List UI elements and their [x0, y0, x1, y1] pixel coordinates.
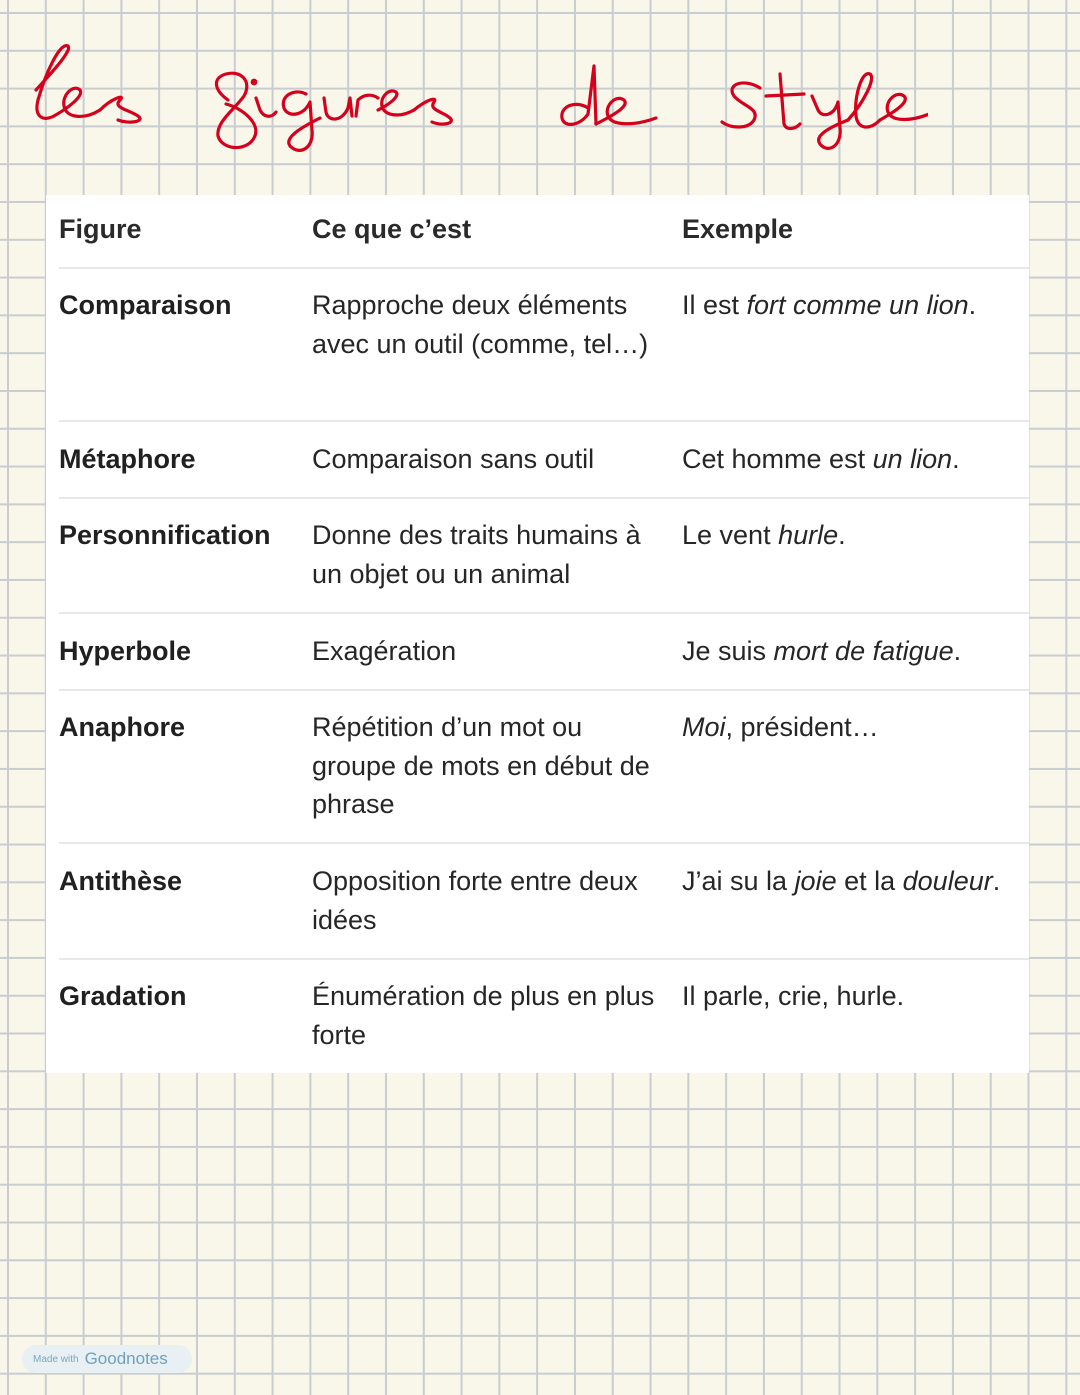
figure-definition: Donne des traits humains à un objet ou un animal: [312, 520, 641, 589]
figure-name: Métaphore: [59, 444, 196, 474]
table-row: [59, 516, 1029, 614]
table-header-row: [59, 210, 1029, 269]
figure-name: Comparaison: [59, 290, 232, 320]
figure-definition: Opposition forte entre deux idées: [312, 866, 638, 935]
goodnotes-watermark: [22, 1345, 192, 1373]
table-row: [59, 286, 1029, 422]
watermark-brand: Goodnotes: [84, 1349, 168, 1368]
figure-definition: Énumération de plus en plus forte: [312, 981, 655, 1050]
table-row: [59, 977, 1029, 1067]
figure-example: Cet homme est un lion.: [682, 444, 960, 474]
figure-name: Gradation: [59, 981, 187, 1011]
figure-name: Anaphore: [59, 712, 186, 742]
figure-name: Hyperbole: [59, 636, 192, 666]
figure-example: Il parle, crie, hurle.: [682, 981, 905, 1011]
figure-definition: Rapproche deux éléments avec un outil (comme, tel…): [312, 290, 649, 359]
header-figure: Figure: [59, 214, 142, 244]
figure-definition: Répétition d’un mot ou groupe de mots en début de phrase: [312, 712, 650, 819]
figure-name: Antithèse: [59, 866, 183, 896]
figure-example: J’ai su la joie et la douleur.: [682, 866, 1001, 896]
figure-example: Moi, président…: [682, 712, 879, 742]
figures-table: [46, 195, 1029, 1073]
figure-name: Personnification: [59, 520, 271, 550]
figure-example: Le vent hurle.: [682, 520, 846, 550]
header-example: Exemple: [682, 214, 794, 244]
figure-definition: Exagération: [312, 636, 457, 666]
handwritten-title: [28, 38, 928, 158]
figure-definition: Comparaison sans outil: [312, 444, 595, 474]
figure-example: Je suis mort de fatigue.: [682, 636, 962, 666]
figure-example: Il est fort comme un lion.: [682, 290, 977, 320]
table-row: [59, 862, 1029, 960]
watermark-made-with: Made with: [33, 1353, 79, 1365]
table-row: [59, 440, 1029, 499]
table-row: [59, 632, 1029, 691]
table-row: [59, 708, 1029, 844]
header-definition: Ce que c’est: [312, 214, 472, 244]
